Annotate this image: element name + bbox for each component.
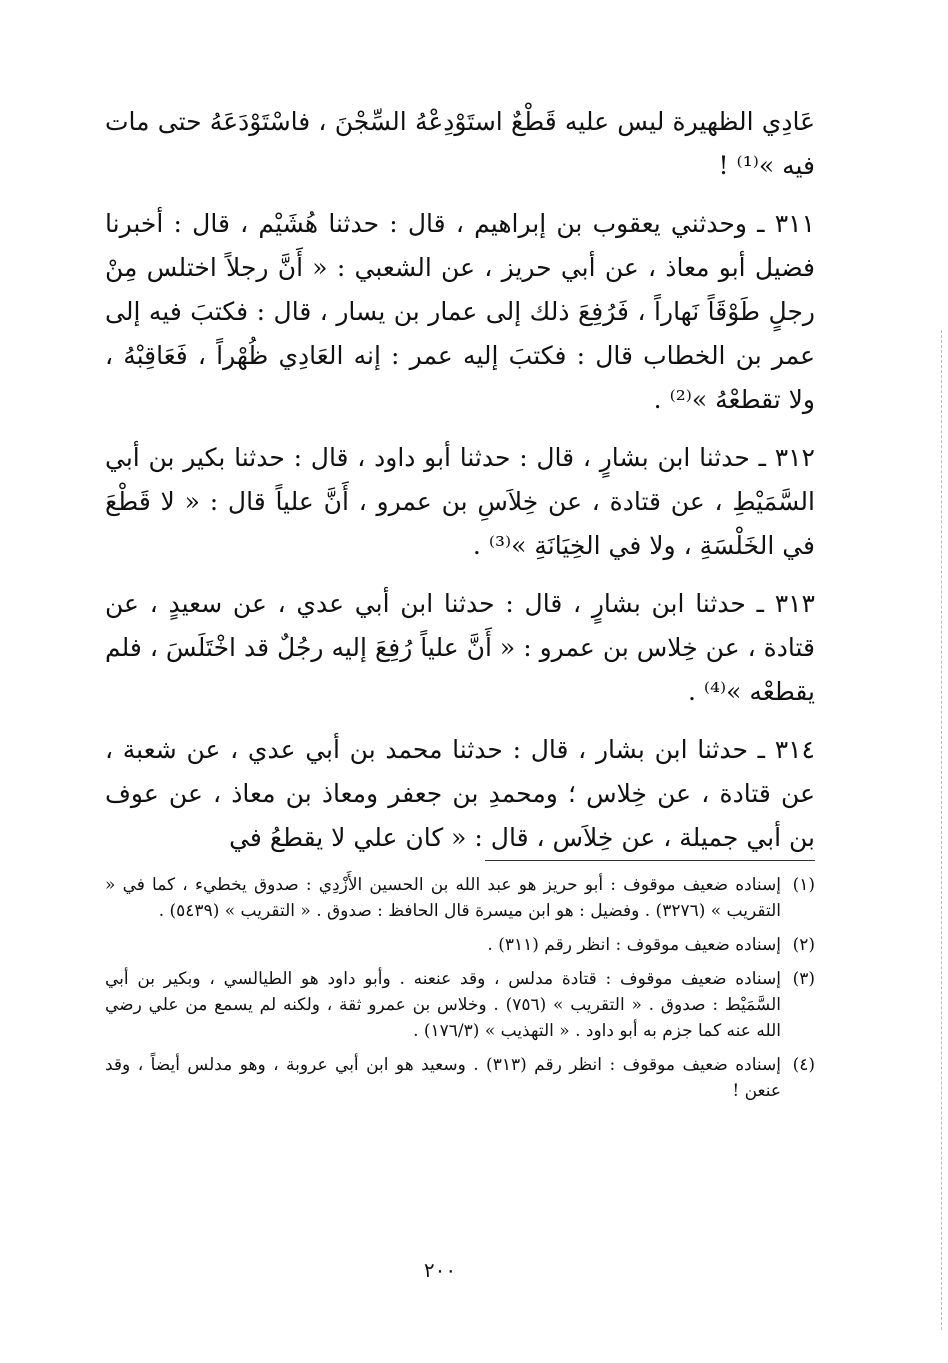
footnote-3 [105, 966, 815, 1044]
footnote-text: إسناده ضعيف موقوف : انظر رقم (٣١٣) . وسعيد هو ابن أبي عروبة ، وهو مدلس أيضاً ، وقد عنعن ! [105, 1055, 781, 1101]
footnote-number: (٢) [792, 935, 815, 955]
footnote-4 [105, 1052, 815, 1104]
footnote-number: (٤) [792, 1055, 815, 1075]
main-text [105, 100, 815, 860]
scan-edge-line [941, 330, 942, 1330]
paragraph-313: ٣١٣ ـ حدثنا ابن بشارٍ ، قال : حدثنا ابن أبي عدي ، عن سعيدٍ ، عن قتادة ، عن خِلاس بن عمرو : « أَنَّ علياً رُفِعَ إليه رجُلٌ قد اخْتَلَسَ ، فلم يقطعْه »⁽⁴⁾ . [105, 589, 815, 706]
footnote-text: إسناده ضعيف موقوف : قتادة مدلس ، وقد عنعنه . وأبو داود هو الطيالسي ، وبكير بن أبي السَّمَيْط : صدوق . « التقريب » (٧٥٦) . وخلاس بن عمرو ثقة ، ولكنه لم يسمع من علي رضي الله عنه كما جزم به أبو داود . « التهذيب » (١٧٦/٣) . [105, 969, 781, 1041]
footnote-number: (١) [792, 875, 815, 895]
footnote-divider [485, 860, 815, 861]
footnote-number: (٣) [792, 969, 815, 989]
page-number: ٢٠٠ [423, 1258, 457, 1282]
paragraph-continuation: عَادِي الظهيرة ليس عليه قَطْعٌ استَوْدِعْهُ السِّجْنَ ، فاسْتَوْدَعَهُ حتى مات فيه »⁽¹⁾ ! [105, 107, 815, 180]
paragraph-314: ٣١٤ ـ حدثنا ابن بشار ، قال : حدثنا محمد بن أبي عدي ، عن شعبة ، عن قتادة ، عن خِلاس ؛ ومحمدِ بن جعفر ومعاذ بن معاذ ، عن عوف بن أبي جميلة ، عن خِلاَس ، قال : « كان علي لا يقطعُ في [105, 735, 815, 852]
footnotes [105, 872, 815, 1112]
footnote-2 [105, 932, 815, 958]
footnote-text: إسناده ضعيف موقوف : أبو حريز هو عبد الله بن الحسين الأَزْدِي : صدوق يخطيء ، كما في « التقريب » (٣٢٧٦) . وفضيل : هو ابن ميسرة قال الحافظ : صدوق . « التقريب » (٥٤٣٩) . [105, 875, 781, 921]
footnote-1 [105, 872, 815, 924]
paragraph-311: ٣١١ ـ وحدثني يعقوب بن إبراهيم ، قال : حدثنا هُشَيْم ، قال : أخبرنا فضيل أبو معاذ ، عن أبي حريز ، عن الشعبي : « أَنَّ رجلاً اختلس مِنْ رجلٍ طَوْقَاً نَهاراً ، فَرُفِعَ ذلك إلى عمار بن يسار ، قال : فكتبَ فيه إلى عمر بن الخطاب قال : فكتبَ إليه عمر : إنه العَادِي ظُهْراً ، فَعَاقِبْهُ ، ولا تقطعْهُ »⁽²⁾ . [105, 209, 815, 414]
paragraph-312: ٣١٢ ـ حدثنا ابن بشارٍ ، قال : حدثنا أبو داود ، قال : حدثنا بكير بن أبي السَّمَيْطِ ، عن قتادة ، عن خِلاَسِ بن عمرو ، أَنَّ علياً قال : « لا قَطْعَ في الخَلْسَةِ ، ولا في الخِيَانَةِ »⁽³⁾ . [105, 443, 815, 560]
footnote-text: إسناده ضعيف موقوف : انظر رقم (٣١١) . [487, 935, 781, 955]
